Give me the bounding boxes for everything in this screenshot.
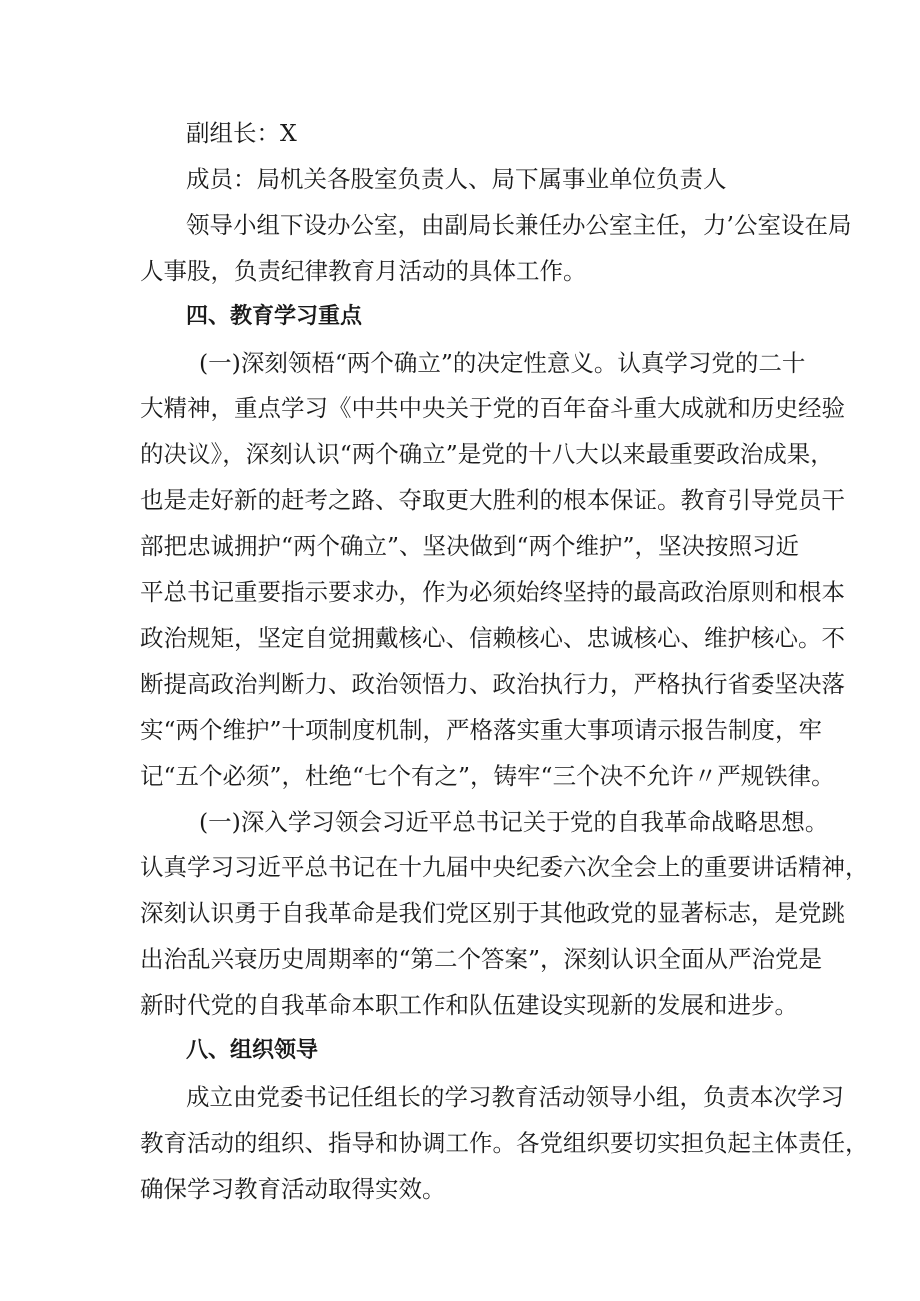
text-line: 副组长：X [186,119,297,147]
text-line: 部把忠诚拥护“两个确立”、坚决做到“两个维护”，坚决按照习近 [140,532,800,561]
text-line: 人事股，负责纪律教育月活动的具体工作。 [140,256,587,285]
section-heading: 四、教育学习重点 [186,303,363,329]
text-line: 领导小组下设办公室，由副局长兼任办公室主任，力’公室设在局 [186,210,852,239]
text-line: 深刻认识勇于自我革命是我们党区别于其他政党的显著标志，是党跳 [140,899,845,928]
text-line: (一)深刻领梧“两个确立”的决定性意义。认真学习党的二十 [199,348,806,377]
text-line: 断提高政治判断力、政治领悟力、政治执行力，严格执行省委坚决落 [140,669,845,698]
text-line: (一)深入学习领会习近平总书记关于党的自我革命战略思想。 [199,807,829,836]
text-line: 的决议》，深刻认识“两个确立”是党的十八大以来最重要政治成果， [140,440,834,469]
text-line: 政治规矩，坚定自觉拥戴核心、信赖核心、忠诚核心、维护核心。不 [140,623,845,652]
text-line: 确保学习教育活动取得实效。 [140,1174,446,1203]
text-line: 认真学习习近平总书记在十九届中央纪委六次全会上的重要讲话精神， [140,853,869,882]
text-line: 成员：局机关各股室负责人、局下属事业单位负责人 [186,164,727,193]
text-line: 教育活动的组织、指导和协调工作。各党组织要切实担负起主体责任， [140,1128,869,1157]
text-line: 实“两个维护”十项制度机制，严格落实重大事项请示报告制度，牢 [140,715,823,744]
text-line: 大精神，重点学习《中共中央关于党的百年奋斗重大成就和历史经验 [140,394,845,423]
text-line: 记“五个必须”，杜绝“七个有之”，铸牢“三个决不允许〃严规铁律。 [140,761,835,790]
text-line: 平总书记重要指示要求办，作为必须始终坚持的最高政治原则和根本 [140,578,845,606]
text-line: 成立由党委书记任组长的学习教育活动领导小组，负责本次学习 [186,1082,844,1111]
text-line: 出治乱兴衰历史周期率的“第二个答案”，深刻认识全面从严治党是 [140,945,823,974]
text-line: 也是走好新的赶考之路、夺取更大胜利的根本保证。教育引导党员干 [140,486,845,515]
text-line: 新时代党的自我革命本职工作和队伍建设实现新的发展和进步。 [140,991,798,1020]
section-heading: 八、组织领导 [186,1038,319,1063]
